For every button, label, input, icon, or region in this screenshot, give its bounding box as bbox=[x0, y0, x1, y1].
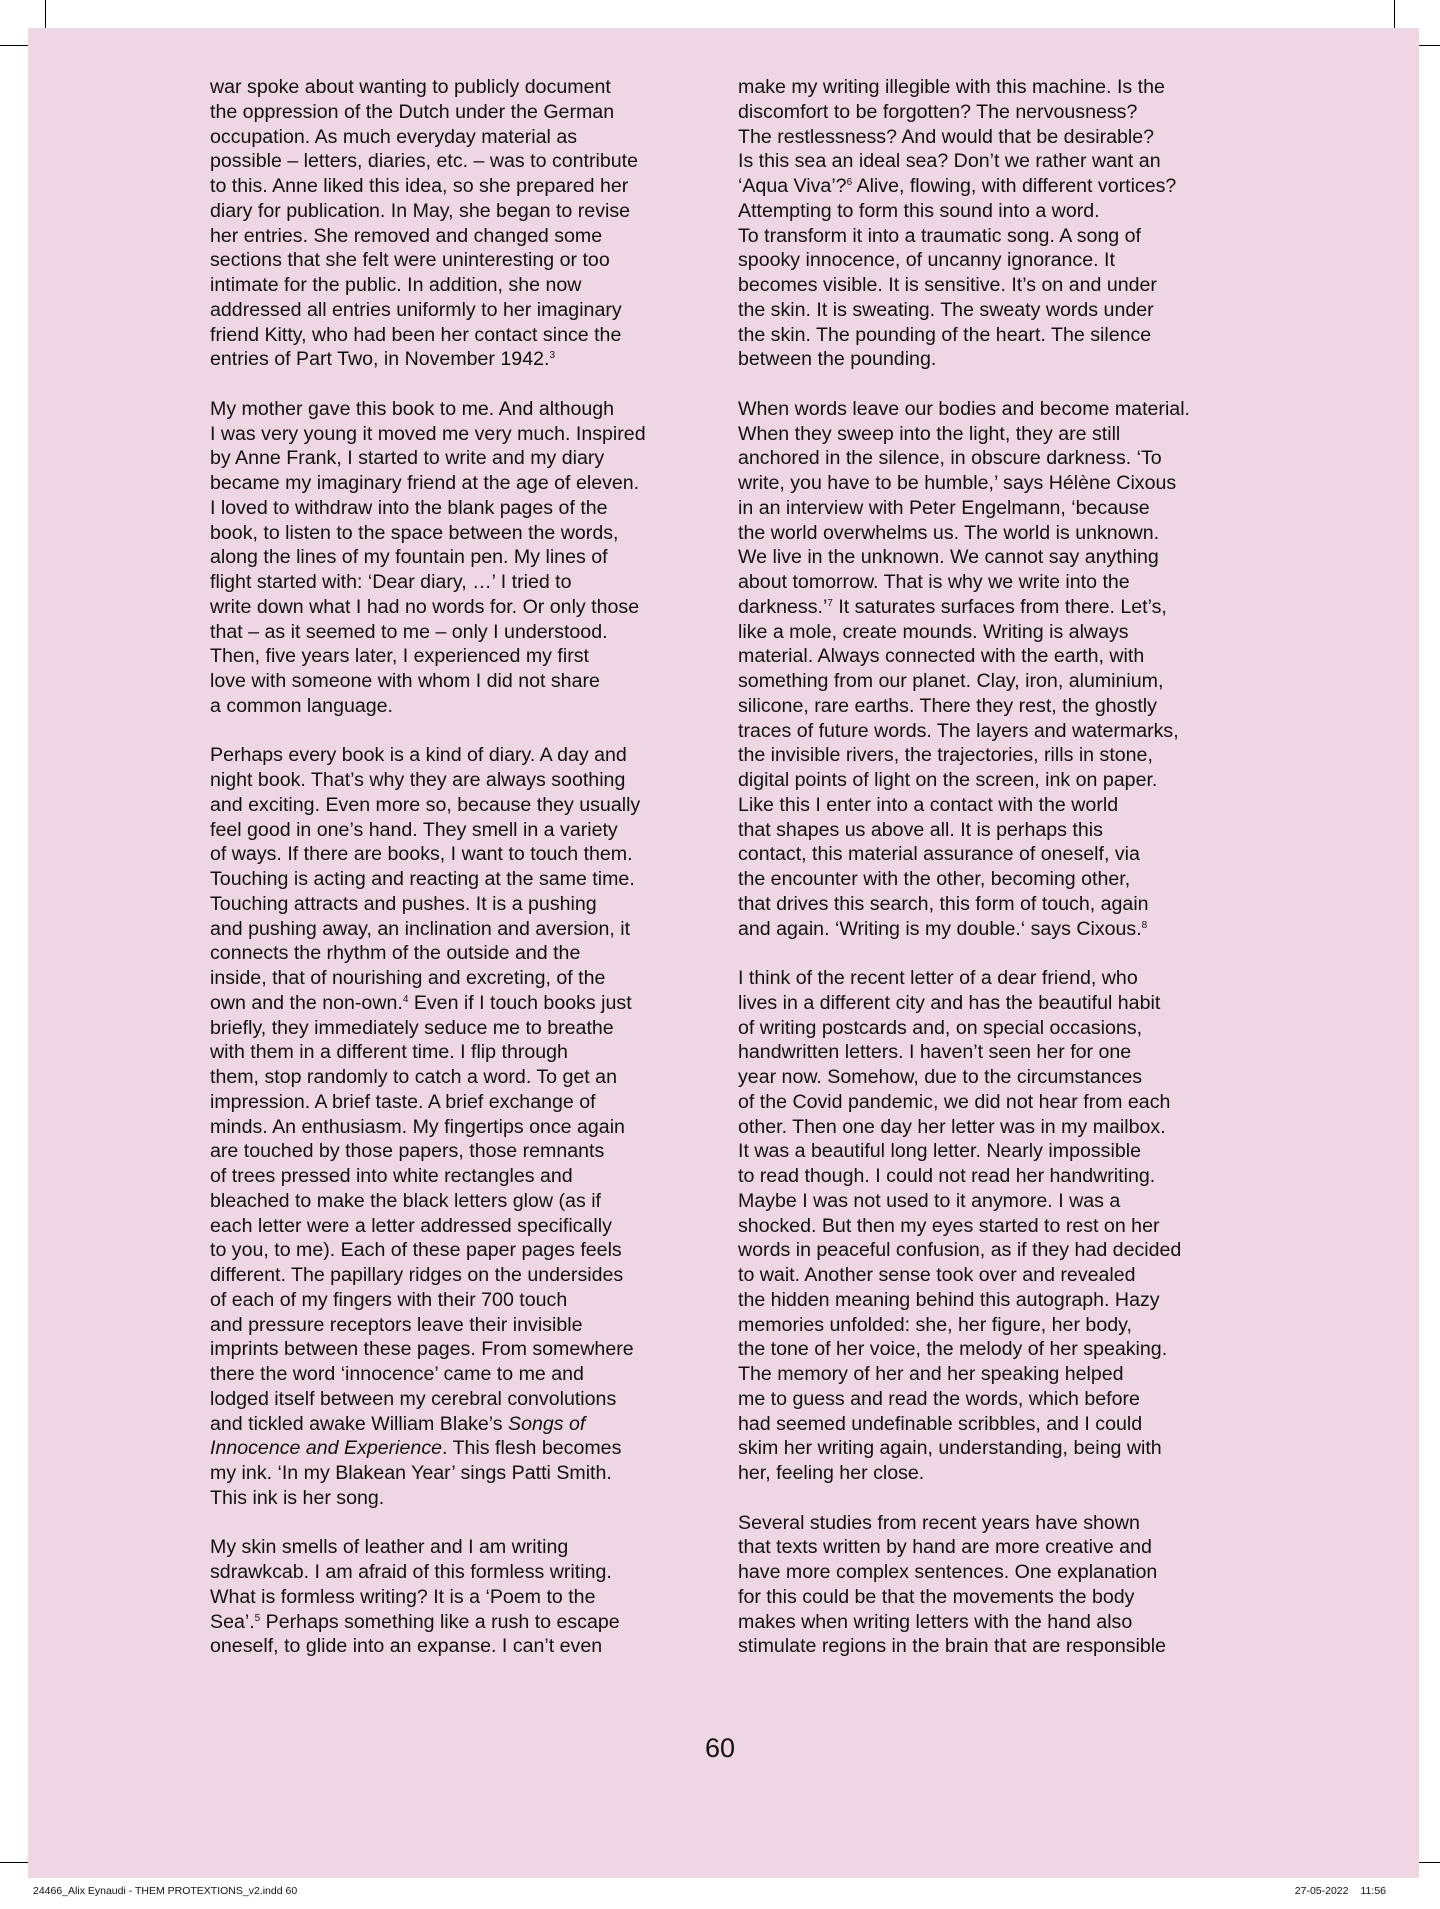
text-line: Touching is acting and reacting at the same time. bbox=[210, 868, 635, 890]
text-line: about tomorrow. That is why we write into the bbox=[738, 571, 1130, 593]
text-line: and tickled awake William Blake’s Songs of bbox=[210, 1412, 586, 1435]
text-line: contact, this material assurance of oneself, via bbox=[738, 843, 1140, 866]
text-line: the skin. It is sweating. The sweaty words under bbox=[738, 298, 1154, 321]
paragraph bbox=[738, 397, 1253, 942]
text-line: discomfort to be forgotten? The nervousness? bbox=[738, 100, 1138, 123]
paragraph bbox=[738, 75, 1253, 372]
text-line: skim her writing again, understanding, being with bbox=[738, 1437, 1162, 1460]
text-line: Like this I enter into a contact with the world bbox=[738, 793, 1119, 816]
text-line: flight started with: ‘Dear diary, …’ I tried to bbox=[210, 571, 572, 593]
text-line: digital points of light on the screen, ink on paper. bbox=[738, 769, 1158, 791]
text-line: of the Covid pandemic, we did not hear from each bbox=[738, 1090, 1171, 1113]
text-line: a common language. bbox=[210, 694, 393, 717]
text-line: darkness.’$^7$ It saturates surfaces from there. Let’s, bbox=[738, 595, 1167, 618]
paragraph bbox=[210, 397, 725, 719]
text-line: My mother gave this book to me. And although bbox=[210, 397, 615, 420]
text-line: Is this sea an ideal sea? Don’t we rather want an bbox=[738, 150, 1161, 173]
text-line: minds. An enthusiasm. My fingertips once again bbox=[210, 1115, 625, 1138]
text-line: the oppression of the Dutch under the German bbox=[210, 100, 615, 123]
text-line: and pressure receptors leave their invisible bbox=[210, 1313, 583, 1336]
text-line: lives in a different city and has the beautiful habit bbox=[738, 991, 1161, 1014]
text-line: and again. ‘Writing is my double.‘ says Cixous.$^8$ bbox=[738, 917, 1148, 940]
footnote-ref: 3 bbox=[549, 350, 555, 362]
text-line: material. Always connected with the earth, with bbox=[738, 645, 1145, 668]
text-line: each letter were a letter addressed specifically bbox=[210, 1214, 612, 1237]
paragraph bbox=[210, 75, 725, 372]
text-line: When words leave our bodies and become material. bbox=[738, 397, 1190, 420]
text-line: became my imaginary friend at the age of eleven. bbox=[210, 472, 640, 494]
paragraph bbox=[210, 1535, 725, 1659]
text-line: I was very young it moved me very much. Inspired bbox=[210, 422, 646, 445]
text-line: becomes visible. It is sensitive. It’s on and under bbox=[738, 274, 1157, 296]
print-slug-file: 24466_Alix Eynaudi - THEM PROTEXTIONS_v2.indd 60 bbox=[33, 1885, 298, 1897]
text-line: lodged itself between my cerebral convolutions bbox=[210, 1387, 617, 1410]
text-line: To transform it into a traumatic song. A song of bbox=[738, 224, 1141, 247]
crop-mark bbox=[0, 45, 28, 46]
text-line: inside, that of nourishing and excreting, of the bbox=[210, 967, 606, 989]
text-line: for this could be that the movements the body bbox=[738, 1585, 1135, 1608]
text-line: something from our planet. Clay, iron, aluminium, bbox=[738, 670, 1164, 692]
text-line: handwritten letters. I haven’t seen her for one bbox=[738, 1041, 1132, 1064]
text-line: are touched by those papers, those remnants bbox=[210, 1140, 605, 1163]
text-line: Several studies from recent years have shown bbox=[738, 1511, 1140, 1534]
text-line: have more complex sentences. One explanation bbox=[738, 1561, 1158, 1583]
text-line: ‘Aqua Viva’?$^6$ Alive, flowing, with different vortices? bbox=[738, 175, 1177, 197]
text-line: the skin. The pounding of the heart. The silence bbox=[738, 323, 1152, 346]
text-line: sections that she felt were uninteresting or too bbox=[210, 249, 610, 272]
text-line: own and the non-own.$^4$ Even if I touch books just bbox=[210, 991, 632, 1014]
text-line: oneself, to glide into an expanse. I can’t even bbox=[210, 1635, 603, 1658]
text-line: write down what I had no words for. Or only those bbox=[210, 595, 640, 618]
text-line: make my writing illegible with this machine. Is the bbox=[738, 76, 1165, 98]
text-line: impression. A brief taste. A brief exchange of bbox=[210, 1090, 596, 1113]
text-line: bleached to make the black letters glow (as if bbox=[210, 1189, 601, 1212]
text-line: Attempting to form this sound into a word. bbox=[738, 199, 1100, 222]
crop-mark bbox=[0, 1862, 28, 1863]
print-slug-date: 27-05-2022 bbox=[1294, 1885, 1349, 1897]
text-line: there the word ‘innocence’ came to me and bbox=[210, 1363, 584, 1385]
text-line: imprints between these pages. From somewhere bbox=[210, 1338, 634, 1361]
print-slug-time: 11:56 bbox=[1360, 1885, 1386, 1897]
text-line: When they sweep into the light, they are still bbox=[738, 422, 1121, 445]
footnote-ref: 8 bbox=[1141, 919, 1148, 931]
text-line: and pushing away, an inclination and aversion, it bbox=[210, 917, 631, 940]
text-line: My skin smells of leather and I am writing bbox=[210, 1536, 569, 1559]
text-line: shocked. But then my eyes started to rest on her bbox=[738, 1214, 1160, 1237]
print-slug-timestamp bbox=[1295, 1885, 1386, 1897]
text-line: to you, to me). Each of these paper pages feels bbox=[210, 1239, 622, 1262]
text-line: Innocence and Experience. This flesh becomes bbox=[210, 1437, 622, 1460]
text-line: with them in a different time. I flip through bbox=[210, 1041, 568, 1064]
text-line: war spoke about wanting to publicly document bbox=[210, 76, 611, 98]
footnote-ref: 5 bbox=[254, 1612, 261, 1624]
text-line: The memory of her and her speaking helped bbox=[738, 1363, 1124, 1385]
text-line: book, to listen to the space between the words, bbox=[210, 521, 619, 544]
text-line: briefly, they immediately seduce me to breathe bbox=[210, 1016, 614, 1039]
text-line: of trees pressed into white rectangles and bbox=[210, 1165, 573, 1187]
text-line: friend Kitty, who had been her contact since the bbox=[210, 323, 622, 346]
footnote-ref: 7 bbox=[827, 597, 833, 609]
text-line: This ink is her song. bbox=[210, 1486, 385, 1509]
text-line: memories unfolded: she, her figure, her body, bbox=[738, 1313, 1132, 1336]
text-line: of writing postcards and, on special occasions, bbox=[738, 1016, 1143, 1039]
text-line: I think of the recent letter of a dear friend, who bbox=[738, 967, 1138, 989]
text-line: Maybe I was not used to it anymore. I was a bbox=[738, 1189, 1121, 1212]
text-line: of ways. If there are books, I want to touch them. bbox=[210, 843, 633, 866]
text-line: makes when writing letters with the hand also bbox=[738, 1610, 1133, 1633]
text-line: spooky innocence, of uncanny ignorance. It bbox=[738, 249, 1115, 272]
text-line: words in peaceful confusion, as if they had decided bbox=[738, 1239, 1182, 1262]
text-line: along the lines of my fountain pen. My lines of bbox=[210, 546, 608, 569]
text-line: What is formless writing? It is a ‘Poem to the bbox=[210, 1585, 596, 1608]
text-line: to read though. I could not read her handwriting. bbox=[738, 1165, 1156, 1187]
text-line: I loved to withdraw into the blank pages of the bbox=[210, 496, 608, 519]
text-line: occupation. As much everyday material as bbox=[210, 125, 578, 148]
text-line: stimulate regions in the brain that are responsible bbox=[738, 1635, 1167, 1658]
text-line: had seemed undefinable scribbles, and I could bbox=[738, 1412, 1143, 1435]
text-line: in an interview with Peter Engelmann, ‘because bbox=[738, 496, 1150, 519]
text-line: of each of my fingers with their 700 touch bbox=[210, 1288, 568, 1311]
text-line: entries of Part Two, in November 1942.$^3$ bbox=[210, 348, 555, 371]
text-line: the encounter with the other, becoming other, bbox=[738, 868, 1131, 890]
text-line: her, feeling her close. bbox=[738, 1462, 925, 1484]
text-line: feel good in one’s hand. They smell in a variety bbox=[210, 818, 618, 841]
text-line: The restlessness? And would that be desirable? bbox=[738, 125, 1155, 148]
text-line: diary for publication. In May, she began to revise bbox=[210, 199, 631, 222]
text-line: that texts written by hand are more creative and bbox=[738, 1536, 1152, 1559]
paragraph bbox=[738, 1511, 1253, 1660]
text-line: It was a beautiful long letter. Nearly impossible bbox=[738, 1140, 1141, 1163]
text-line: silicone, rare earths. There they rest, the ghostly bbox=[738, 694, 1157, 717]
paragraph bbox=[210, 743, 725, 1510]
text-line: and exciting. Even more so, because they usually bbox=[210, 793, 641, 816]
text-line: by Anne Frank, I started to write and my diary bbox=[210, 447, 605, 470]
text-line: connects the rhythm of the outside and the bbox=[210, 942, 581, 965]
text-line: my ink. ‘In my Blakean Year’ sings Patti Smith. bbox=[210, 1462, 612, 1484]
text-line: between the pounding. bbox=[738, 348, 937, 371]
text-line: Perhaps every book is a kind of diary. A day and bbox=[210, 744, 627, 767]
text-line: that – as it seemed to me – only I understood. bbox=[210, 620, 608, 643]
text-line: traces of future words. The layers and watermarks, bbox=[738, 719, 1179, 742]
text-line: to wait. Another sense took over and revealed bbox=[738, 1264, 1136, 1286]
text-line: Touching attracts and pushes. It is a pushing bbox=[210, 892, 597, 915]
text-line: sdrawkcab. I am afraid of this formless writing. bbox=[210, 1561, 612, 1583]
text-line: love with someone with whom I did not share bbox=[210, 670, 600, 692]
text-line: the invisible rivers, the trajectories, rills in stone, bbox=[738, 744, 1153, 767]
text-line: that drives this search, this form of touch, again bbox=[738, 892, 1149, 915]
text-line: write, you have to be humble,’ says Hélène Cixous bbox=[738, 472, 1177, 494]
text-line: to this. Anne liked this idea, so she prepared her bbox=[210, 175, 629, 197]
text-line: other. Then one day her letter was in my mailbox. bbox=[738, 1115, 1166, 1138]
text-line: the hidden meaning behind this autograph. Hazy bbox=[738, 1288, 1160, 1311]
text-line: possible – letters, diaries, etc. – was to contribute bbox=[210, 150, 639, 173]
text-line: like a mole, create mounds. Writing is always bbox=[738, 620, 1129, 643]
book-title: Innocence and Experience bbox=[210, 1437, 443, 1460]
text-line: anchored in the silence, in obscure darkness. ‘To bbox=[738, 447, 1162, 470]
crop-mark bbox=[1394, 0, 1395, 28]
text-line: me to guess and read the words, which before bbox=[738, 1387, 1140, 1410]
crop-mark bbox=[45, 0, 46, 28]
text-line: her entries. She removed and changed some bbox=[210, 224, 603, 247]
text-column-right bbox=[738, 75, 1253, 1659]
footnote-ref: 4 bbox=[402, 993, 409, 1005]
footnote-ref: 6 bbox=[846, 177, 853, 188]
text-line: Sea’.$^5$ Perhaps something like a rush to escape bbox=[210, 1610, 620, 1633]
text-line: different. The papillary ridges on the undersides bbox=[210, 1264, 624, 1286]
text-line: night book. That’s why they are always soothing bbox=[210, 769, 626, 791]
text-line: year now. Somehow, due to the circumstances bbox=[738, 1066, 1143, 1088]
text-line: the world overwhelms us. The world is unknown. bbox=[738, 521, 1160, 544]
book-title: Songs of bbox=[508, 1412, 586, 1435]
page-number: 60 bbox=[704, 1733, 736, 1763]
text-line: intimate for the public. In addition, she now bbox=[210, 274, 582, 296]
text-line: that shapes us above all. It is perhaps this bbox=[738, 818, 1103, 841]
text-column-left bbox=[210, 75, 725, 1659]
text-line: We live in the unknown. We cannot say anything bbox=[738, 546, 1159, 569]
text-line: addressed all entries uniformly to her imaginary bbox=[210, 298, 622, 321]
text-line: them, stop randomly to catch a word. To get an bbox=[210, 1066, 617, 1088]
text-line: the tone of her voice, the melody of her speaking. bbox=[738, 1338, 1168, 1361]
text-line: Then, five years later, I experienced my first bbox=[210, 645, 589, 668]
paragraph bbox=[738, 966, 1253, 1486]
